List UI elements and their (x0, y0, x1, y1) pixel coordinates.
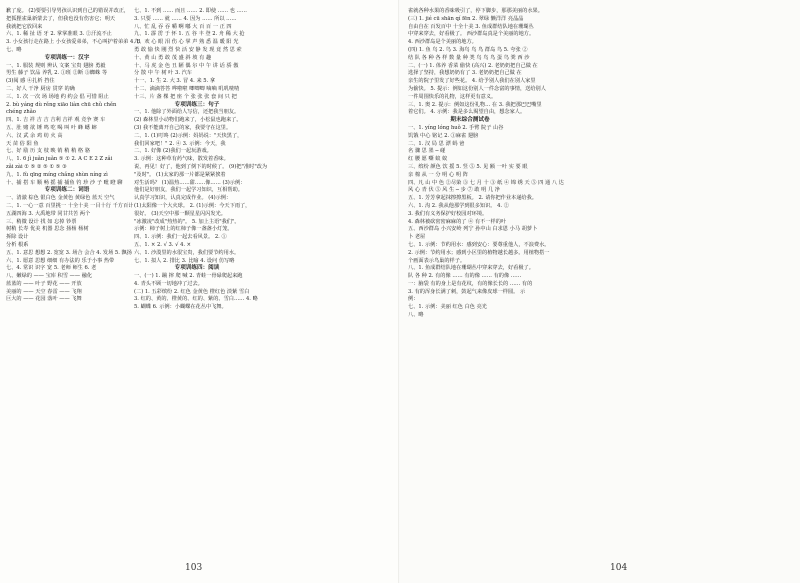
answer-line: 八、忙 乱 吞 吞 嚼 啊 嘟 大 百 百 一 正 四 (134, 23, 232, 30)
answer-line: "及时"。 (1)太家的那一片都是紧紧挨着 (134, 171, 226, 178)
answer-line: 七、4. 常识 识字 宽 5. 老师 师生 6. 老 (6, 265, 97, 272)
answer-line: 一、清澈 棕色 银白色 金黄色 黄绿色 蓝天 空气 (6, 195, 115, 202)
answer-line: 二、好人 干净 厨房 贯穿 的确 (6, 85, 75, 92)
answer-line: 七、1. 示例：节约用水：感到安心：要尊重他人，不浪费水。 (408, 241, 550, 248)
answer-line: 七、1. 不到 …… 而且 …… 2. 即使 …… 也 …… (134, 8, 247, 14)
answer-line: 为偷快。 5. 提示：例如这份别人一件念富的事情，送给别人 (408, 85, 546, 92)
answer-line: (四) 1. 鱼 鸟 2. 鸟 3. 海鸟 鸟 鸟 群岛 鸟 5. 夸张 ② (408, 46, 528, 53)
answer-line: 七、略 (6, 46, 22, 53)
answer-line: 队 各 种 2. 有的像 …… 有的像 …… 有的像 …… (408, 273, 522, 280)
answer-line: 美丽的 —— 天空 春雷 —— 飞翔 (6, 288, 82, 295)
answer-line: 巨大的 —— 花园 落叶 —— 飞舞 (6, 296, 82, 303)
answer-line: 八、1. 6 jì juǎn juǎn ⑤ ① 2. A C E 2 Z zǎi (6, 156, 113, 163)
answer-line: 例： (408, 296, 419, 303)
answer-line: 勇 敢 愉 快 刚 烈 快 活 安 静 发 现 竟 然 思 索 (134, 46, 242, 53)
right-column-1 (408, 8, 564, 320)
answer-line: 3. 只要 …… 就 …… 4. 因为 …… 所以 …… (134, 15, 237, 22)
answer-line: 十一、1. 生 2. 大 3. 冒 4. 来 5. 拿 (134, 78, 216, 85)
answer-line: 二、(一) 1. 体养 香菜 偷快 (高兴) 2. 老奶奶把自己做 在 (408, 62, 538, 69)
answer-line: 九、欢 心 眼 泪 伤 心 掌 声 熟 悉 温 暖 阳 光 (134, 39, 239, 46)
answer-line: chéng zhǎo (6, 109, 36, 116)
answer-line: 4. 青头不顾一切地冲了过去。 (134, 280, 203, 287)
section-heading: 期末综合测试卷 (450, 117, 490, 124)
answer-line: 三、缤纷 颜色 饮 摇 5. 竖 ⑤ 5. 见 额 一叶 实 要 眼 (408, 163, 528, 170)
answer-line: 五、西沙群岛 小兴安岭 列宁 孙中山 白求恩 小马 胡萝卜 (408, 226, 538, 233)
answer-line: 六、汉 武 余 鸡 纺 火 高 (6, 132, 63, 139)
answer-line: 十、黄 山 勇 敢 茂 盛 斜 坡 有 趣 (134, 54, 212, 61)
answer-line: 雀就各种水果的香味吸引了，停下脚步，那那美丽的水果。 (408, 8, 543, 14)
answer-line: 名 骤 思 墨 ─ 碰 (408, 148, 446, 155)
answer-line: 四、1. 示例：我们一起去看风景。 2. ① (134, 234, 227, 241)
answer-line: 二、1. (1)叮咚 (2)示例：妈妈说："天快黑了， (134, 132, 243, 139)
answer-line: 三、稍微 设计 找 如 忘掉 钞票 (6, 218, 77, 225)
answer-line: 中穿来穿去，好看极了。 西沙群岛真是个美丽的地方。 (408, 31, 535, 38)
answer-line: 一、1. yíng lóng huǒ 2. 手臂 院子 山谷 (408, 124, 504, 131)
answer-line: 分析 根系 (6, 241, 29, 248)
answer-line: 三、1. 次 一次 场 场地 约 约会 倡 可惜 阻止 (6, 93, 109, 100)
answer-line: 结 队 各 种 各 样 数 量 种 类 鸟 鸟 鸟 蛋 鸟 粪 西 沙 (408, 54, 530, 61)
answer-line: 四、1. 吉 祥 吉 吉 吉利 吉祥 观 竞争 赛 车 (6, 117, 106, 124)
answer-line: 十、捕 搭 车 顺 畅 摇 捕 捕鱼 钓 珍 沙 子 毗 瞪 聊 (6, 179, 123, 186)
answer-line: 天 苗 俗 阳 鱼 (6, 140, 39, 147)
answer-line: 拆除 设计 (6, 234, 29, 241)
answer-line: 3. 我们有义务保护好校园对环境。 (408, 210, 488, 217)
answer-line: 十二、滴滴答答 哗啦啦 唧唧唧 嘀嘀 叽叽喳喳 (134, 85, 240, 92)
answer-line: 说，再见！好了，他到了倒下的时候了。 (9)把"准时"改为 (134, 163, 268, 170)
section-heading: 专项训练一：汉字 (44, 54, 90, 61)
answer-line: 他们是好朋友，我们一起学习知识，互相帮助。 (134, 187, 243, 194)
answer-line: 红 腰 愿 嘶 蚁 蚁 (408, 156, 448, 163)
answer-line: 亲 棉 从 一 分 明 心 明 阵 (408, 171, 468, 178)
answer-line: 歉了庞。 (2)要要引导男孩认识到自己的错误并改正， (6, 8, 130, 14)
answer-line: 四、凡 山 中 色 ②尽染 ③ 七 月 十 ③ 纸 ④ 锦 绣 天 ⑤ 四 通 八 达 (408, 179, 564, 186)
page-number: 104 (610, 563, 628, 573)
answer-line: 七、1. 示例：美丽 红色 白色 亮光 (408, 304, 487, 311)
answer-line: 3. 小女孩行走在路上 小女孩爱弟弟，不心叫护着弟弟 4. B (6, 39, 141, 46)
section-heading: 专项训练三：句子 (174, 101, 220, 108)
answer-line: 对生活吗？ (1)温热……甜……像…… (3)示例： (134, 179, 246, 186)
answer-line: zǎi zài ① ⑤ ② ⑤ ① ⑤ ③ (6, 163, 67, 170)
answer-line: 八、略 (408, 312, 424, 319)
answer-line: "冰激凌"改成"热热的"。 5. 加上主语"我们"。 (134, 218, 240, 225)
answer-line: 一、1. 他除了外面给人写信，还把我当朋友。 (134, 109, 240, 116)
answer-line: 六、1. 愿意 思想 细细 有办法的 乐于小事 热带 (6, 257, 115, 264)
answer-line: 5. 蝴蝶 6. 示例：小蝴蝶在花丛中飞舞。 (134, 304, 227, 311)
answer-line: 4. 西沙群岛是个美丽的地方。 (408, 39, 477, 46)
answer-line: 一、1. 服装 规则 辨认 文案 宝贵 翅膀 勇毅 (6, 62, 106, 69)
answer-line: 饥饿 中心 铭记 2. ①麻雀 翅膀 (408, 132, 479, 139)
answer-line: 六、1. 沙漠里的水很宝贵，我们要节约用水。 (134, 249, 240, 256)
left-column-1 (6, 8, 141, 304)
answer-line: 蓝蓝的 —— 叶子 野花 —— 开放 (6, 280, 82, 287)
answer-line: (3)阅 感 ④扎析 挡住 (6, 78, 55, 85)
answer-line: 4. 森林被砍密密麻麻的了 ④ 有不一样的叶 (408, 218, 507, 225)
answer-line: 七、1. 拟人 2. 排比 3. 比喻 4. 设问 仿写略 (134, 257, 235, 264)
answer-line: 我们回家吧！" 2. ④ 3. 示例：今天，我 (134, 140, 226, 147)
answer-line: (2) 森林里小动物们跑来了，小松鼠也跑来了。 (134, 117, 242, 124)
answer-line: (三) 1. jié cū shān qí fēn 2. 翠绿 懒洋洋 亮晶晶 (408, 15, 524, 22)
answer-line: 树稍 长寿 优美 机器 思念 扬杨 杨树 (6, 226, 89, 233)
answer-line: 二、1. 一心一意 百里挑一 十全十美 一目十行 千方百计 (6, 202, 134, 209)
answer-line: 五、1. 意思 想想 2. 宽宽 3. 场合 会合 4. 发场 5. 飘扬 (6, 249, 132, 256)
answer-line: 六、1. 稀 扯 语 牙 2. 掌掌准眼 3. ②汗流不止 (6, 31, 112, 38)
answer-line: 2. bù yáng dù rěng xiāo liàn chū chǔ chěn (6, 101, 117, 108)
answer-line: 三、1. 奥 2. 提示：例如这份礼物… 在 3. 我把那巴巴嘴里 (408, 101, 542, 108)
answer-line: 九、1. fù qīng míng chǎng shùn níng zì (6, 171, 108, 178)
answer-line: 五、1. × 2. √ 3. √ 4. × (134, 241, 192, 248)
answer-line: 亲生的院子里发了好些花。 4. 给予别人我们在别人家里 (408, 78, 536, 85)
answer-line: (二) 1. 五彩缤纷 2. 红色 金黄色 橙红色 淡紫 雪白 (134, 288, 250, 295)
answer-line: 3. 有的浑身长满了刺，鼓起气来像皮球一样圆。 示 (408, 288, 526, 295)
answer-line: 十、马 虎 金 色 丑 陋 偶 尔 中 午 讲 话 骄 傲 (134, 62, 239, 69)
answer-line: (1)太阳像一个大火球。 2. (1)示例：今天下雨了， (134, 202, 251, 209)
answer-line: 五湖四海 3. 大禹地带 同甘共苦 两个 (6, 210, 91, 217)
answer-line: 一：脑袋 有的身上是有花纹，有的像长长的 …… 有的 (408, 280, 533, 287)
answer-line: 五、1. 芳芳拿起抹擦擦黑板。 2. 请你把作业本递给我。 (408, 195, 537, 202)
answer-line: 二、1. 好像 (2)我们一起玩游戏。 (134, 148, 212, 155)
right-page (400, 0, 800, 583)
section-heading: 专项训练四：阅读 (174, 265, 220, 272)
answer-line: 六、1. 沟 2. 我从他那学到很多知识。 4. ② (408, 202, 509, 209)
answer-line: 十三、片 盏 棵 把 座 个 张 张 张 套 间 只 把 (134, 93, 237, 100)
answer-line: 3. 红的、黄的、橙黄的、红的、紫的、雪白…… 4. 略 (134, 296, 258, 303)
answer-line: (3) 我不能离开自己的家，我要守在这里。 (134, 124, 232, 131)
answer-line: 卜 老屋 (408, 234, 426, 241)
answer-line: 3. 示例：这种草有药气味，散发着香味。 (134, 156, 229, 163)
answer-line: 2. 示例：节约用水；感到小区里的植物越长越多。用植物搭一 (408, 249, 550, 256)
answer-line: 七、好 励 历 支 枝 映 销 稍 稍 格 骆 (6, 148, 90, 155)
answer-line: 一、(一) 1. 蹦 摔 爬 喊 2. 青蛙一骨碌爬起来跑 (134, 273, 243, 280)
answer-line: 很好。 (3)天空中那一颗星星闪闪发光。 (134, 210, 226, 217)
section-heading: 专项训练二：词语 (44, 187, 90, 194)
answer-line: 八、嫩绿的 —— 宝库 积雪 —— 融化 (6, 273, 93, 280)
answer-line: 分 散 中 午 树 叶 3. 汽车 (134, 70, 192, 77)
answer-line: 认真学习知识，认真完成作业。 (4)示例： (134, 195, 232, 202)
answer-line: 风 心 青 伏 ⑤ 风 生 ─ 步 ⑦ 敢 明 几 净 (408, 187, 500, 194)
answer-line: 二、1. 汉 局 思 漂 蚂 爸 (408, 140, 465, 147)
answer-line: 把狐狸雀巢新蒙去了，但我也没有伤害它；明天 (6, 15, 115, 22)
answer-line: 五、肚 赌 欲 锤 鸣 吃 喝 叫 叶 蜂 蟋 蟀 (6, 124, 97, 131)
answer-line: 着它们。 4. 示例：我是多么渴望自由，想念家人。 (408, 109, 526, 116)
answer-line: 个画面表示鸟巢的样子。 (408, 257, 466, 264)
answer-line: 一件周围快乐的礼物，这样更有意义。 (408, 93, 497, 100)
answer-line: 选择了坚持，我想奶奶有了 3. 老奶奶把自己做 在 (408, 70, 522, 77)
answer-line: 八、1. 鱼成群结队地在珊瑚丛中穿来穿去，好看极了。 (408, 265, 534, 272)
answer-line: 九、1. 霹 雳 于 怀 1. 五 谷 丰 登 2. 舟 稀 大 抢 (134, 31, 245, 38)
answer-line: 我就把它放回来 (6, 23, 43, 30)
answer-line: 自由自在 百发百中 十全十美 3. 鱼成群结队地在珊瑚丛 (408, 23, 534, 30)
page-number: 103 (185, 563, 203, 573)
left-column-2 (134, 8, 268, 312)
answer-line: 示例：柿子树上的红柿子像一盏盏小灯笼。 (134, 226, 233, 233)
answer-line: 男生 藤子 饮品 养乳 2. ①班 ②断 ③蜘蛛 等 (6, 70, 108, 77)
